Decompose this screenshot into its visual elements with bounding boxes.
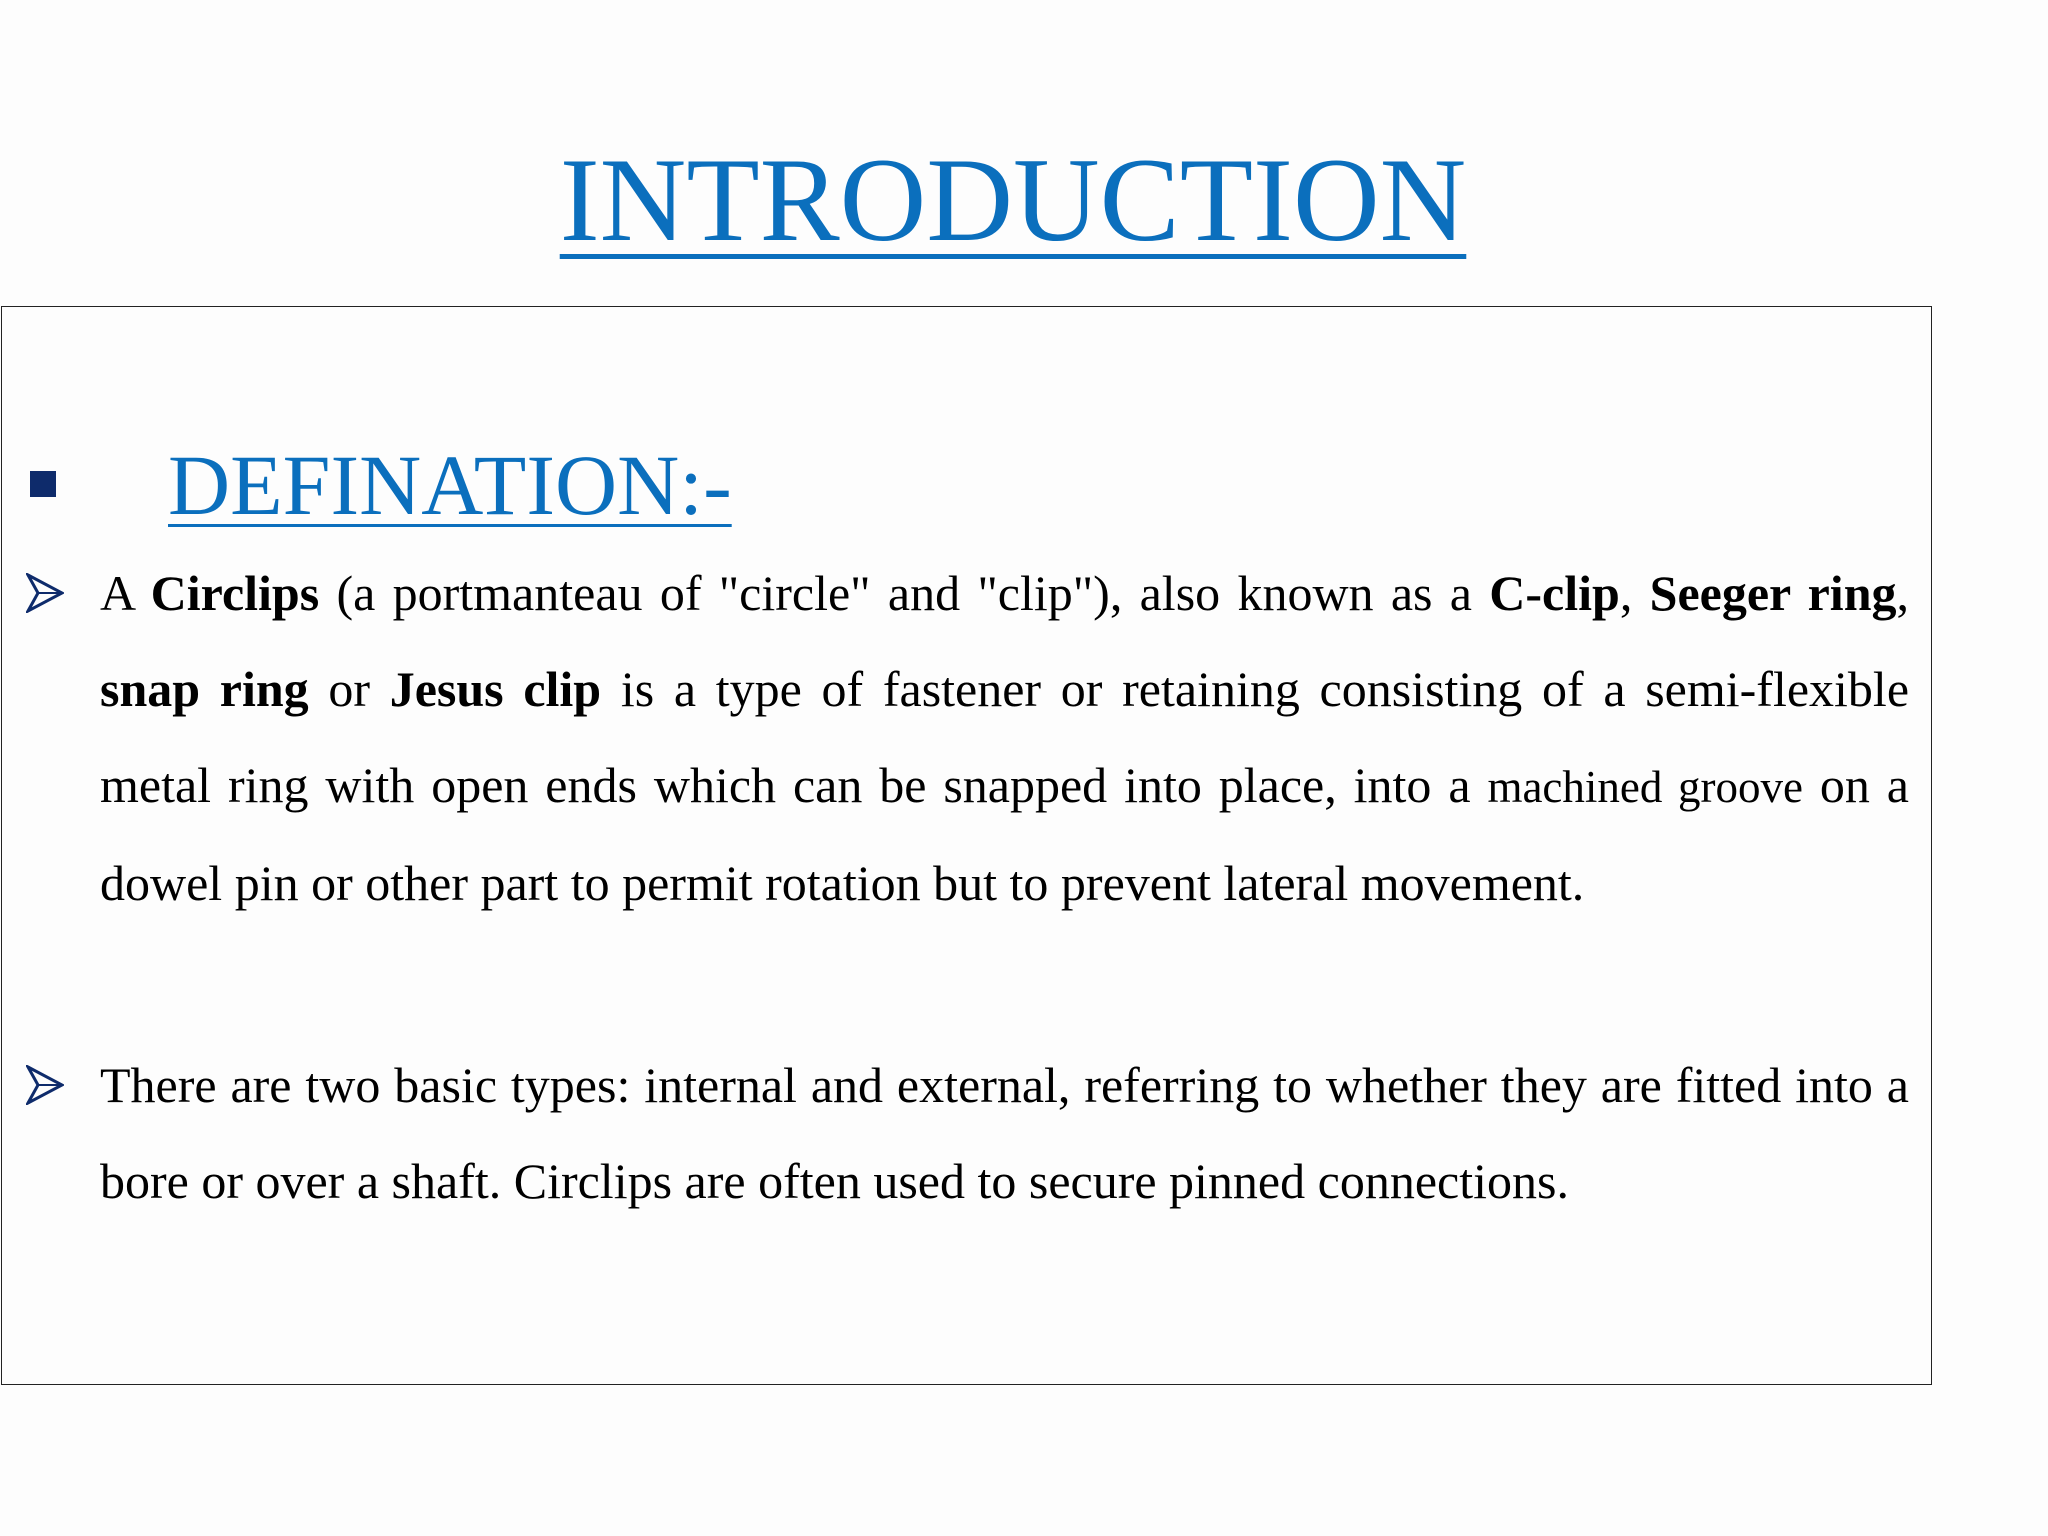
term-c-clip: C-clip	[1489, 565, 1620, 621]
square-bullet-icon	[30, 471, 56, 497]
section-heading-row	[2, 435, 1931, 535]
arrow-bullet-icon	[26, 1065, 64, 1105]
term-snap-ring: snap ring	[100, 661, 309, 717]
term-jesus-clip: Jesus clip	[389, 661, 602, 717]
term-seeger-ring: Seeger ring	[1649, 565, 1897, 621]
slide-title	[0, 130, 2026, 270]
arrow-bullet-icon	[26, 573, 64, 613]
types-paragraph: There are two basic types: internal and external, referring to whether they are fitted into a bore or over a shaft. Circlips are often used to secure pinned connections.	[100, 1057, 1909, 1209]
definition-paragraph: A Circlips (a portmanteau of "circle" and "clip"), also known as a C-clip, Seeger ring, snap ring or Jesus clip is a type of fastener or retaining consisting of a semi-flexible metal ring with open ends which can be snapped into place, into a machined groove on a dowel pin or other part to permit rotation but to prevent lateral movement.	[100, 565, 1910, 911]
term-circlips: Circlips	[150, 565, 320, 621]
slide-title-text: INTRODUCTION	[559, 133, 1467, 266]
definition-box	[1, 306, 1932, 1385]
term-machined-groove: machined groove	[1487, 762, 1803, 812]
section-heading: DEFINATION:-	[168, 437, 732, 533]
